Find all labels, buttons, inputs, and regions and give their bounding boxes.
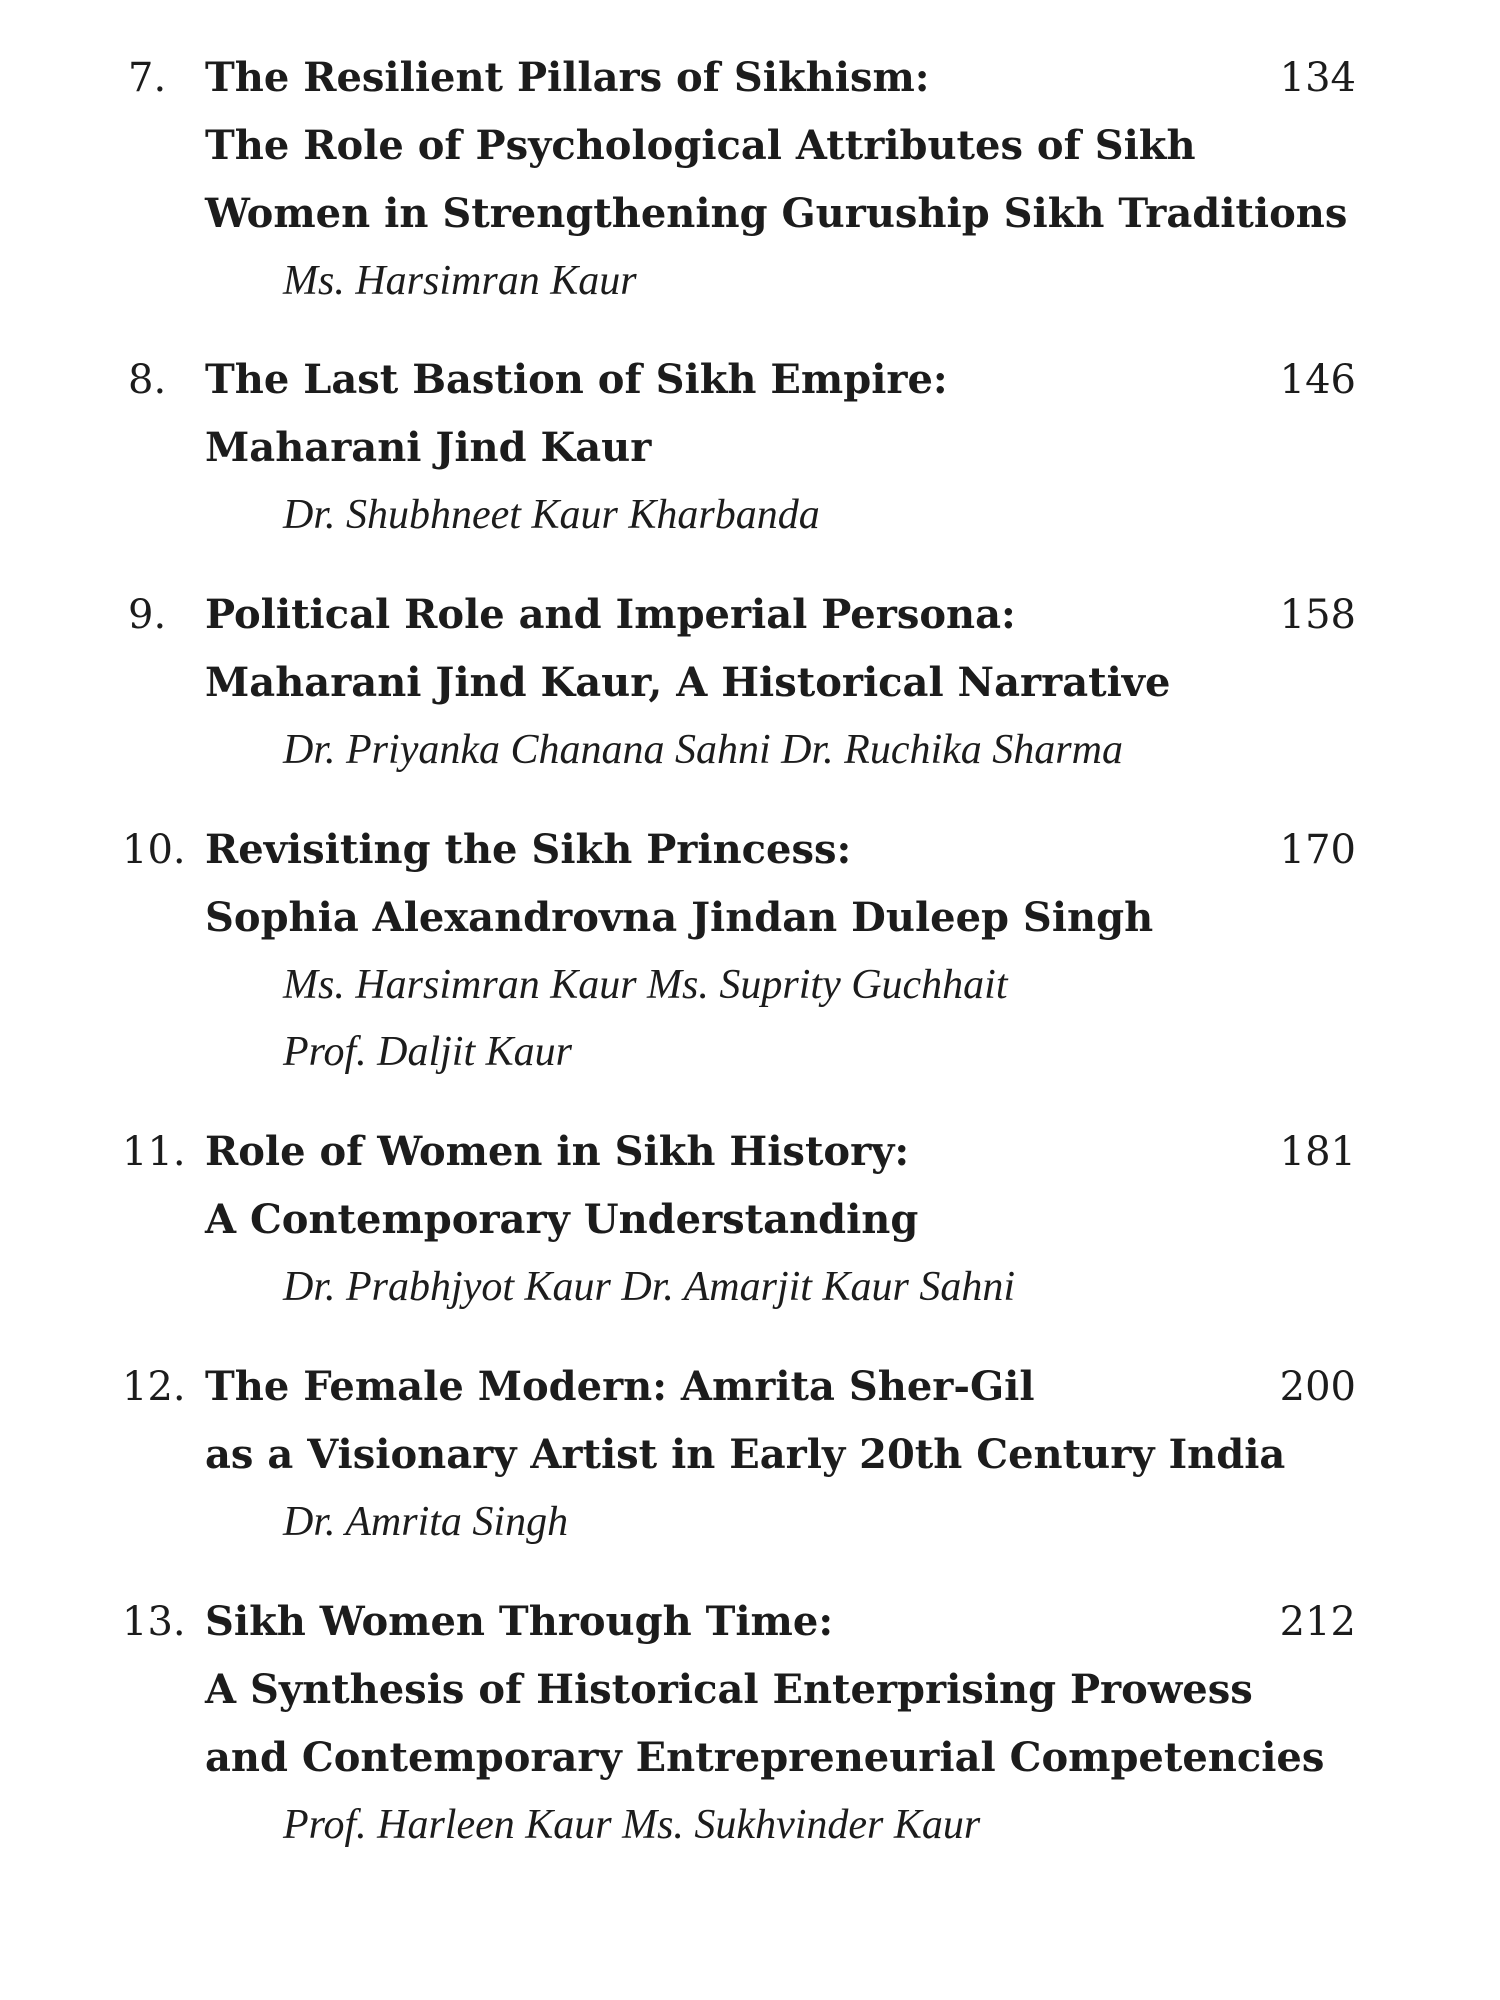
entry-author: Prof. Harleen Kaur Ms. Sukhvinder Kaur [283, 1802, 981, 1848]
entry-title-block [205, 1118, 1325, 1321]
entry-author: Dr. Priyanka Chanana Sahni Dr. Ruchika Sharma [283, 727, 1123, 773]
entry-title-line: Revisiting the Sikh Princess: [205, 826, 852, 873]
entry-page-number: 158 [1279, 592, 1356, 638]
entry-title-block [205, 581, 1325, 784]
entry-author: Dr. Amrita Singh [283, 1499, 569, 1545]
entry-number: 12. [122, 1364, 186, 1410]
entry-number: 7. [128, 55, 167, 101]
entry-page-number: 170 [1279, 827, 1356, 873]
entry-title-line: Sikh Women Through Time: [205, 1598, 834, 1645]
entry-title-line: and Contemporary Entrepreneurial Competencies [205, 1734, 1325, 1781]
entry-page-number: 200 [1279, 1364, 1356, 1410]
entry-number: 10. [122, 827, 186, 873]
entry-title-line: The Resilient Pillars of Sikhism: [205, 54, 930, 101]
entry-author: Dr. Shubhneet Kaur Kharbanda [283, 492, 820, 538]
entry-title-line: Sophia Alexandrovna Jindan Duleep Singh [205, 894, 1154, 941]
entry-author: Prof. Daljit Kaur [283, 1029, 572, 1075]
entry-title-line: A Synthesis of Historical Enterprising Prowess [205, 1666, 1253, 1713]
entry-author: Ms. Harsimran Kaur Ms. Suprity Guchhait [283, 962, 1008, 1008]
entry-title-block [205, 346, 1325, 549]
entry-page-number: 146 [1279, 357, 1356, 403]
entry-title-line: The Last Bastion of Sikh Empire: [205, 356, 948, 403]
entry-number: 8. [128, 357, 167, 403]
entry-title-line: Political Role and Imperial Persona: [205, 591, 1016, 638]
entry-author: Dr. Prabhjyot Kaur Dr. Amarjit Kaur Sahni [283, 1264, 1015, 1310]
entry-page-number: 134 [1279, 55, 1356, 101]
entry-title-line: The Female Modern: Amrita Sher-Gil [205, 1363, 1035, 1410]
entry-title-line: A Contemporary Understanding [205, 1196, 919, 1243]
entry-title-line: Role of Women in Sikh History: [205, 1128, 910, 1175]
entry-page-number: 212 [1279, 1599, 1356, 1645]
entry-author: Ms. Harsimran Kaur [283, 258, 637, 304]
entry-title-line: as a Visionary Artist in Early 20th Century India [205, 1431, 1286, 1478]
entry-title-line: The Role of Psychological Attributes of Sikh [205, 122, 1196, 169]
entry-title-line: Maharani Jind Kaur, A Historical Narrative [205, 659, 1171, 706]
entry-title-block [205, 1588, 1325, 1859]
entry-number: 9. [128, 592, 167, 638]
entry-number: 13. [122, 1599, 186, 1645]
entry-title-block [205, 44, 1348, 315]
entry-title-block [205, 816, 1325, 1086]
entry-title-line: Maharani Jind Kaur [205, 424, 652, 471]
entry-page-number: 181 [1279, 1129, 1356, 1175]
entry-title-block [205, 1353, 1325, 1556]
entry-number: 11. [122, 1129, 186, 1175]
entry-title-line: Women in Strengthening Guruship Sikh Traditions [205, 190, 1348, 237]
